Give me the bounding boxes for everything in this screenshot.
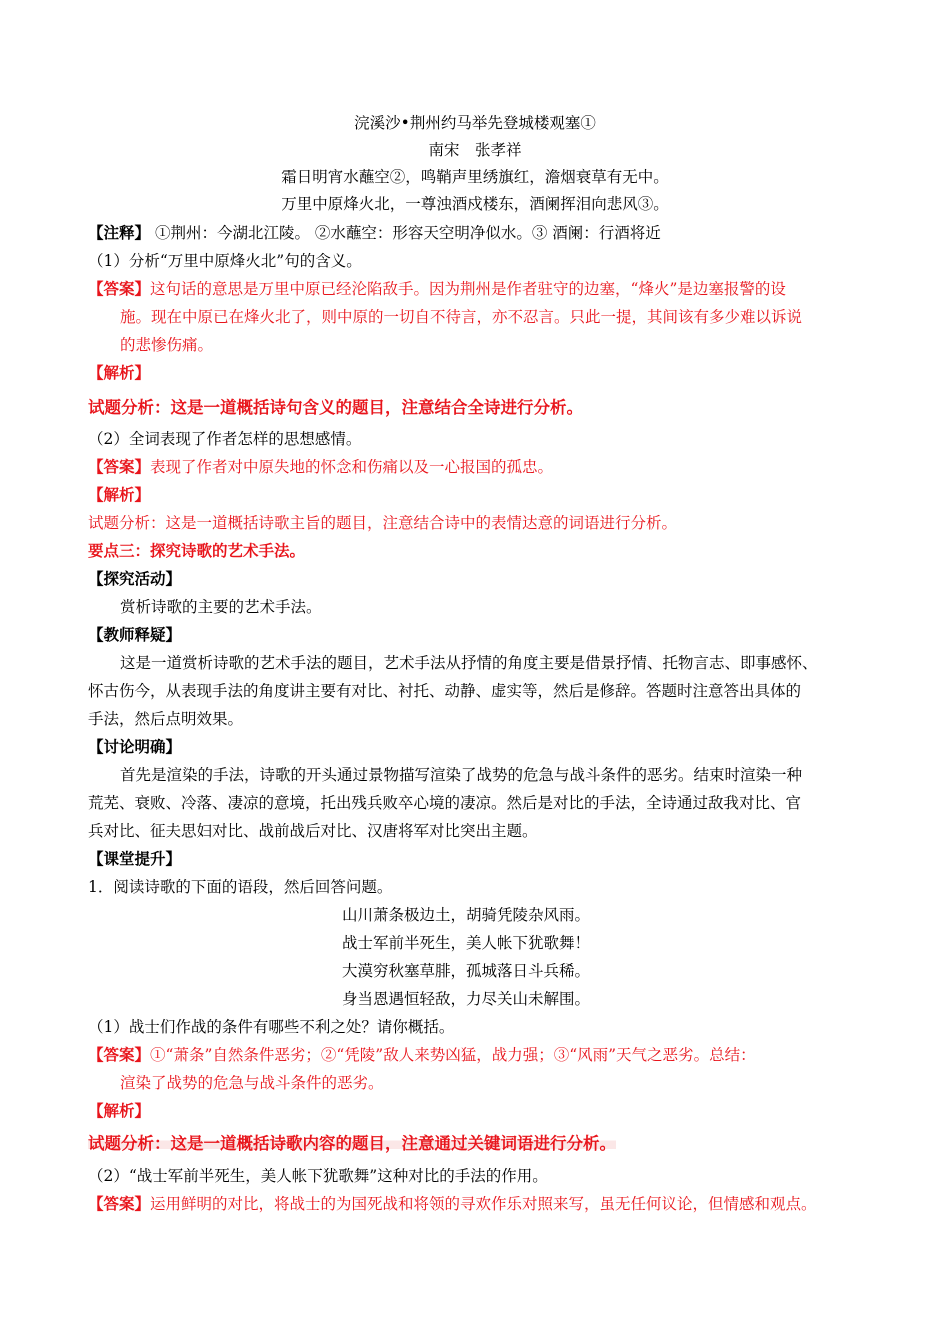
activity-text: 赏析诗歌的主要的艺术手法。 (120, 598, 322, 616)
q3-answer-line-2: 渲染了战势的危急与战斗条件的恶劣。 (120, 1074, 384, 1092)
note (88, 222, 661, 244)
q4-answer (88, 1193, 817, 1215)
q1-answer (88, 278, 786, 300)
verse-line: 战士军前半死生，美人帐下犹歌舞！ (342, 934, 591, 952)
point3-heading: 要点三：探究诗歌的艺术手法。 (88, 541, 306, 560)
q3-answer (88, 1044, 756, 1066)
q3-analysis (88, 1133, 616, 1155)
q3-answer-label: 【答案】 (88, 1045, 151, 1064)
teacher-line-1: 这是一道赏析诗歌的艺术手法的题目，艺术手法从抒情的角度主要是借景抒情、托物言志、即事感怀、 (120, 654, 818, 672)
verse-line: 身当恩遇恒轻敌，力尽关山未解围。 (342, 990, 591, 1008)
poem-title: 浣溪沙•荆州约马举先登城楼观塞① (354, 114, 596, 132)
note-label: 【注释】 (88, 223, 151, 242)
activity-label: 【探究活动】 (88, 569, 182, 588)
q1-analysis-label: 【解析】 (88, 363, 151, 382)
discuss-label: 【讨论明确】 (88, 737, 182, 756)
q2-answer-label: 【答案】 (88, 457, 151, 476)
q2-analysis-label: 【解析】 (88, 485, 151, 504)
q1-answer-line-1: 这句话的意思是万里中原已经沦陷敌手。因为荆州是作者驻守的边塞，“烽火”是边塞报警的设 (150, 280, 786, 298)
q2-answer (88, 456, 553, 478)
q1-answer-line-3: 的悲惨伤痛。 (120, 336, 214, 354)
q3-analysis-label: 【解析】 (88, 1101, 151, 1120)
q3-question: （1）战士们作战的条件有哪些不利之处？请你概括。 (88, 1018, 455, 1036)
discuss-line-3: 兵对比、征夫思妇对比、战前战后对比、汉唐将军对比突出主题。 (88, 822, 538, 840)
q4-answer-text: 运用鲜明的对比，将战士的为国死战和将领的寻欢作乐对照来写，虽无任何议论，但情感和观点。 (150, 1195, 817, 1213)
verse-line: 大漠穷秋塞草腓，孤城落日斗兵稀。 (342, 962, 591, 980)
teacher-label: 【教师释疑】 (88, 625, 182, 644)
q1-analysis: 试题分析：这是一道概括诗句含义的题目，注意结合全诗进行分析。 (88, 398, 583, 417)
q3-analysis-text: 试题分析：这是一道概括诗歌内容的题目，注意通过关键词语进行分析。 (88, 1134, 616, 1153)
teacher-line-3: 手法，然后点明效果。 (88, 710, 244, 728)
poem-author: 南宋 张孝祥 (428, 141, 522, 159)
q2-analysis: 试题分析：这是一道概括诗歌主旨的题目，注意结合诗中的表情达意的词语进行分析。 (88, 514, 678, 532)
classroom-label: 【课堂提升】 (88, 849, 182, 868)
q1-answer-line-2: 施。现在中原已在烽火北了，则中原的一切自不待言，亦不忍言。只此一提，其间该有多少难以诉说 (120, 308, 803, 326)
note-text: ①荆州：今湖北江陵。 ②水蘸空：形容天空明净似水。③ 酒阑：行酒将近 (150, 224, 661, 242)
discuss-line-1: 首先是渲染的手法，诗歌的开头通过景物描写渲染了战势的危急与战斗条件的恶劣。结束时渲染一种 (120, 766, 803, 784)
q4-answer-label: 【答案】 (88, 1194, 151, 1213)
discuss-line-2: 荒芜、衰败、冷落、凄凉的意境，托出残兵败卒心境的凄凉。然后是对比的手法，全诗通过敌我对比、官 (88, 794, 802, 812)
poem-line-2: 万里中原烽火北，一尊浊酒戍楼东，酒阑挥泪向悲风③。 (281, 195, 669, 213)
poem-line-1: 霜日明宵水蘸空②，鸣鞘声里绣旗红，澹烟衰草有无中。 (281, 168, 669, 186)
q2-question: （2）全词表现了作者怎样的思想感情。 (88, 430, 362, 448)
q1-question: （1）分析“万里中原烽火北”句的含义。 (88, 252, 362, 270)
verse-line: 山川萧条极边土，胡骑凭陵杂风雨。 (342, 906, 591, 924)
teacher-line-2: 怀古伤今，从表现手法的角度讲主要有对比、衬托、动静、虚实等，然后是修辞。答题时注意答出具体的 (88, 682, 802, 700)
q3-answer-line-1: ①“萧条”自然条件恶劣；②“凭陵”敌人来势凶猛，战力强；③“风雨”天气之恶劣。总结： (150, 1046, 756, 1064)
q4-question: （2）“战士军前半死生，美人帐下犹歌舞”这种对比的手法的作用。 (88, 1167, 548, 1185)
q1-answer-label: 【答案】 (88, 279, 151, 298)
classroom-intro: 1．阅读诗歌的下面的语段，然后回答问题。 (88, 878, 393, 896)
q2-answer-text: 表现了作者对中原失地的怀念和伤痛以及一心报国的孤忠。 (150, 458, 554, 476)
